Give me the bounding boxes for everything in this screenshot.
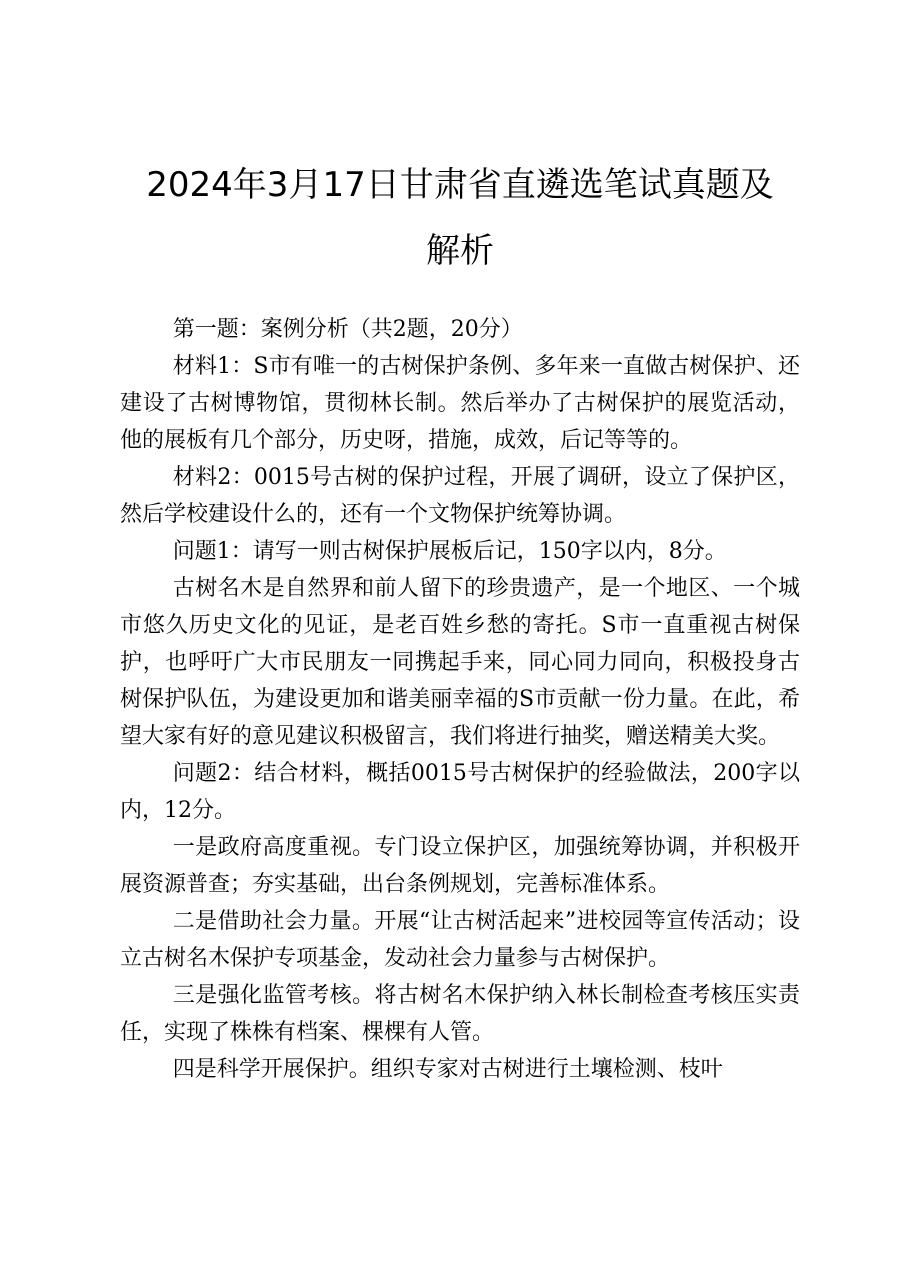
answer-2-point-3: 三是强化监管考核。将古树名木保护纳入林长制检查考核压实责任，实现了株株有档案、棵棵有人管。 — [120, 983, 800, 1045]
question-1-paragraph: 问题1：请写一则古树保护展板后记，150字以内，8分。 — [172, 539, 727, 564]
material-1-paragraph: 材料1：S市有唯一的古树保护条例、多年来一直做古树保护、还建设了古树博物馆，贯彻林长制。然后举办了古树保护的展览活动，他的展板有几个部分，历史呀，措施，成效，后记等等的。 — [120, 354, 800, 453]
answer-1-paragraph: 古树名木是自然界和前人留下的珍贵遗产，是一个地区、一个城市悠久历史文化的见证，是老百姓乡愁的寄托。S市一直重视古树保护，也呼吁广大市民朋友一同携起手来，同心同力同向，积极投身古树保护队伍，为建设更加和谐美丽幸福的S市贡献一份力量。在此，希望大家有好的意见建议积极留言，我们将进行抽奖，赠送精美大奖。 — [120, 576, 800, 749]
document-body — [120, 311, 800, 1088]
answer-2-point-4: 四是科学开展保护。组织专家对古树进行土壤检测、枝叶 — [172, 1057, 723, 1082]
title-line-2: 解析 — [426, 231, 494, 271]
question-2-paragraph: 问题2：结合材料，概括0015号古树保护的经验做法，200字以内，12分。 — [120, 761, 800, 823]
answer-2-point-1: 一是政府高度重视。专门设立保护区，加强统筹协调，并积极开展资源普查；夯实基础，出台条例规划，完善标准体系。 — [120, 835, 800, 897]
material-2-paragraph: 材料2：0015号古树的保护过程，开展了调研，设立了保护区，然后学校建设什么的，还有一个文物保护统筹协调。 — [120, 465, 800, 527]
answer-2-point-2: 二是借助社会力量。开展“让古树活起来”进校园等宣传活动；设立古树名木保护专项基金，发动社会力量参与古树保护。 — [120, 909, 800, 971]
document-title — [120, 152, 800, 284]
title-line-1: 2024年3月17日甘肃省直遴选笔试真题及 — [146, 165, 774, 205]
section-heading: 第一题：案例分析（共2题，20分） — [172, 317, 523, 342]
